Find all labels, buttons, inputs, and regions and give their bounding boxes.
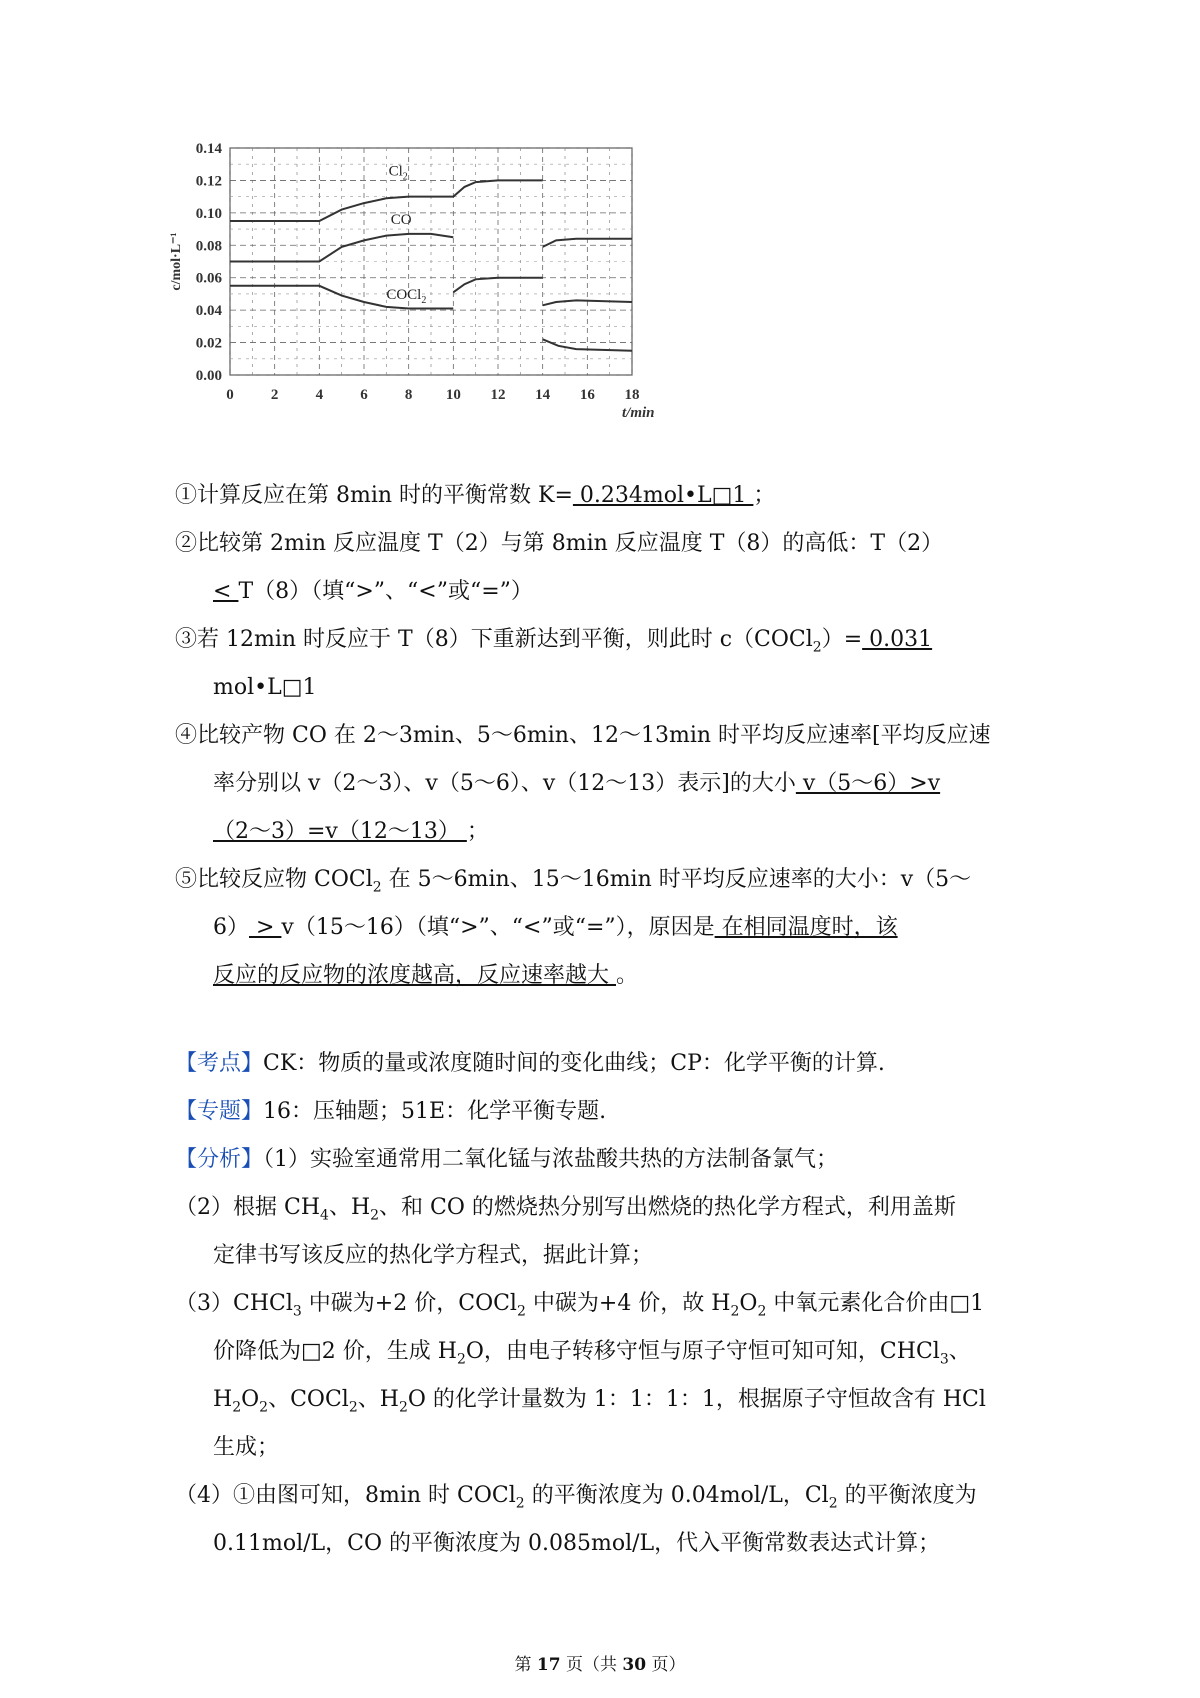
a4-text-2: 的平衡浓度为 0.04mol/L，Cl xyxy=(524,1483,829,1508)
footer-pre: 第 xyxy=(514,1655,537,1675)
line-1 xyxy=(175,472,1035,520)
line-3 xyxy=(175,568,1035,616)
fenxi-text: （1）实验室通常用二氧化锰与浓盐酸共热的方法制备氯气； xyxy=(263,1147,839,1172)
a3-sub-2: 2 xyxy=(516,1303,526,1320)
a3c-text-2: O xyxy=(241,1387,260,1412)
zhuanti-text: 16：压轴题；51E：化学平衡专题. xyxy=(263,1099,607,1124)
x-tick-label: 18 xyxy=(624,387,640,403)
a3d-text: 生成； xyxy=(213,1435,280,1460)
a3b-text-2: O，由电子转移守恒与原子守恒可知可知，CHCl xyxy=(465,1339,940,1364)
a4-text-1: （4）①由图可知，8min 时 COCl xyxy=(175,1483,516,1508)
q5-text-3: 6） xyxy=(213,915,249,940)
y-tick-label: 0.14 xyxy=(195,141,222,157)
a2-text-2: 、H xyxy=(328,1195,371,1220)
q2-text: ②比较第 2min 反应温度 T（2）与第 8min 反应温度 T（8）的高低：T（2） xyxy=(175,531,944,556)
q4-text: ④比较产物 CO 在 2～3min、5～6min、12～13min 时平均反应速率[平均反应速 xyxy=(175,723,991,748)
a3-text-5: 中氧元素化合价由□1 xyxy=(766,1291,985,1316)
a2-sub-2: 2 xyxy=(370,1207,380,1224)
a3c-sub-4: 2 xyxy=(398,1399,408,1416)
a2-text-3: 、和 CO 的燃烧热分别写出燃烧的热化学方程式，利用盖斯 xyxy=(379,1195,956,1220)
spacer xyxy=(175,1000,1035,1040)
a3-sub-3: 2 xyxy=(730,1303,740,1320)
x-tick-label: 2 xyxy=(270,387,279,403)
fenxi-tag: 【分析】 xyxy=(175,1147,264,1172)
line-6 xyxy=(175,712,1035,760)
zhuanti-tag: 【专题】 xyxy=(175,1099,264,1124)
concentration-time-chart xyxy=(170,130,710,460)
series-label-cocl2: COCl$_2$ xyxy=(386,286,427,306)
analysis-3-line-1 xyxy=(175,1280,1035,1328)
y-tick-label: 0.10 xyxy=(195,205,222,222)
a3b-text-1: 价降低为□2 价，生成 H xyxy=(213,1339,457,1364)
q3-unit: mol•L□1 xyxy=(213,675,317,700)
a3b-sub-1: 2 xyxy=(456,1351,466,1368)
q1-end: ； xyxy=(753,483,776,508)
a3-sub-1: 3 xyxy=(292,1303,302,1320)
analysis-4-line-2 xyxy=(175,1520,1035,1568)
a3b-sub-2: 3 xyxy=(939,1351,949,1368)
y-tick-label: 0.02 xyxy=(195,335,222,352)
y-tick-label: 0.12 xyxy=(195,173,222,190)
a3-text-4: O xyxy=(739,1291,758,1316)
footer-page-number: 17 xyxy=(536,1655,561,1675)
a4-sub-1: 2 xyxy=(515,1495,525,1512)
series-label-co: CO xyxy=(390,212,412,229)
a3c-text-3: 、COCl xyxy=(268,1387,349,1412)
y-tick-label: 0.08 xyxy=(195,238,222,255)
q5-hint: v（15～16）（填“>”、“<”或“=”），原因是 xyxy=(281,915,715,940)
q1-text: ①计算反应在第 8min 时的平衡常数 K= xyxy=(175,483,573,508)
analysis-3-line-3 xyxy=(175,1376,1035,1424)
a3c-sub-3: 2 xyxy=(348,1399,358,1416)
q3-sub: 2 xyxy=(812,639,822,656)
a2-sub-1: 4 xyxy=(320,1207,329,1224)
a3b-text-3: 、 xyxy=(948,1339,971,1364)
y-tick-label: 0.00 xyxy=(195,368,222,384)
x-tick-label: 16 xyxy=(579,387,595,403)
q4-text-2: 率分别以 v（2～3）、v（5～6）、v（12～13）表示]的大小 xyxy=(213,771,796,796)
page-footer xyxy=(0,1650,1200,1675)
footer-post: 页） xyxy=(646,1655,686,1675)
footer-mid: 页（共 xyxy=(560,1655,623,1675)
q5-answer: > xyxy=(249,915,282,940)
a3-sub-4: 2 xyxy=(757,1303,767,1320)
line-9 xyxy=(175,856,1035,904)
q2-hint: T（8）（填“>”、“<”或“=”） xyxy=(238,579,533,604)
kaodian-line xyxy=(175,1040,1035,1088)
a3-text-3: 中碳为+4 价，故 H xyxy=(525,1291,731,1316)
x-tick-label: 14 xyxy=(535,387,551,403)
a3c-text-4: 、H xyxy=(357,1387,399,1412)
y-tick-label: 0.06 xyxy=(195,270,222,287)
kaodian-tag: 【考点】 xyxy=(175,1051,264,1076)
q4-answer-2: （2～3）=v（12～13） xyxy=(213,819,467,844)
analysis-2-line-2 xyxy=(175,1232,1035,1280)
q3-text: ③若 12min 时反应于 T（8）下重新达到平衡，则此时 c（COCl xyxy=(175,627,813,652)
a2-text-4: 定律书写该反应的热化学方程式，据此计算； xyxy=(213,1243,654,1268)
question-body xyxy=(175,472,1035,1568)
x-tick-label: 12 xyxy=(490,387,506,403)
q5-text: ⑤比较反应物 COCl xyxy=(175,867,373,892)
series-label-sub: 2 xyxy=(421,294,427,306)
q4-answer-1: v（5～6）>v xyxy=(795,771,941,796)
q5-end: 。 xyxy=(616,963,639,988)
a3-text-2: 中碳为+2 价，COCl xyxy=(301,1291,517,1316)
line-7 xyxy=(175,760,1035,808)
line-2 xyxy=(175,520,1035,568)
a4b-text: 0.11mol/L，CO 的平衡浓度为 0.085mol/L，代入平衡常数表达式计算； xyxy=(213,1531,941,1556)
q2-answer: < xyxy=(213,579,239,604)
x-axis-label: t/min xyxy=(622,405,655,421)
a3c-text-5: O 的化学计量数为 1：1：1：1，根据原子守恒故含有 HCl xyxy=(407,1387,986,1412)
chart-svg xyxy=(170,130,710,460)
fenxi-line xyxy=(175,1136,1035,1184)
line-10 xyxy=(175,904,1035,952)
q3-answer: 0.031 xyxy=(862,627,933,652)
x-tick-label: 0 xyxy=(226,387,234,403)
analysis-3-line-4 xyxy=(175,1424,1035,1472)
a3c-sub-2: 2 xyxy=(259,1399,269,1416)
x-tick-label: 4 xyxy=(315,387,324,403)
q3-eq: ）= xyxy=(821,627,863,652)
zhuanti-line xyxy=(175,1088,1035,1136)
q5-sub: 2 xyxy=(372,879,382,896)
x-tick-label: 8 xyxy=(404,387,413,403)
q5-reason-1: 在相同温度时，该 xyxy=(714,915,898,940)
series-label-cl2: $Cl_2$ xyxy=(388,163,408,183)
a4-sub-2: 2 xyxy=(828,1495,838,1512)
a3c-sub-1: 2 xyxy=(232,1399,242,1416)
y-tick-label: 0.04 xyxy=(195,303,222,320)
analysis-4-line-1 xyxy=(175,1472,1035,1520)
series-label-sub: 2 xyxy=(402,171,408,183)
line-11 xyxy=(175,952,1035,1000)
q1-answer: 0.234mol•L□1 xyxy=(572,483,754,508)
line-8 xyxy=(175,808,1035,856)
a3-text-1: （3）CHCl xyxy=(175,1291,293,1316)
analysis-3-line-2 xyxy=(175,1328,1035,1376)
y-axis-label: c/mol·L⁻¹ xyxy=(170,232,184,291)
x-tick-label: 10 xyxy=(445,387,461,403)
footer-total-pages: 30 xyxy=(622,1655,647,1675)
analysis-2-line-1 xyxy=(175,1184,1035,1232)
a2-text-1: （2）根据 CH xyxy=(175,1195,321,1220)
line-5 xyxy=(175,664,1035,712)
q4-end: ； xyxy=(466,819,489,844)
a3c-text-1: H xyxy=(213,1387,233,1412)
q5-text-2: 在 5～6min、15～16min 时平均反应速率的大小：v（5～ xyxy=(381,867,972,892)
a4-text-3: 的平衡浓度为 xyxy=(837,1483,977,1508)
q5-reason-2: 反应的反应物的浓度越高，反应速率越大 xyxy=(213,963,616,988)
line-4 xyxy=(175,616,1035,664)
x-tick-label: 6 xyxy=(360,387,368,403)
kaodian-text: CK：物质的量或浓度随时间的变化曲线；CP：化学平衡的计算. xyxy=(263,1051,885,1076)
